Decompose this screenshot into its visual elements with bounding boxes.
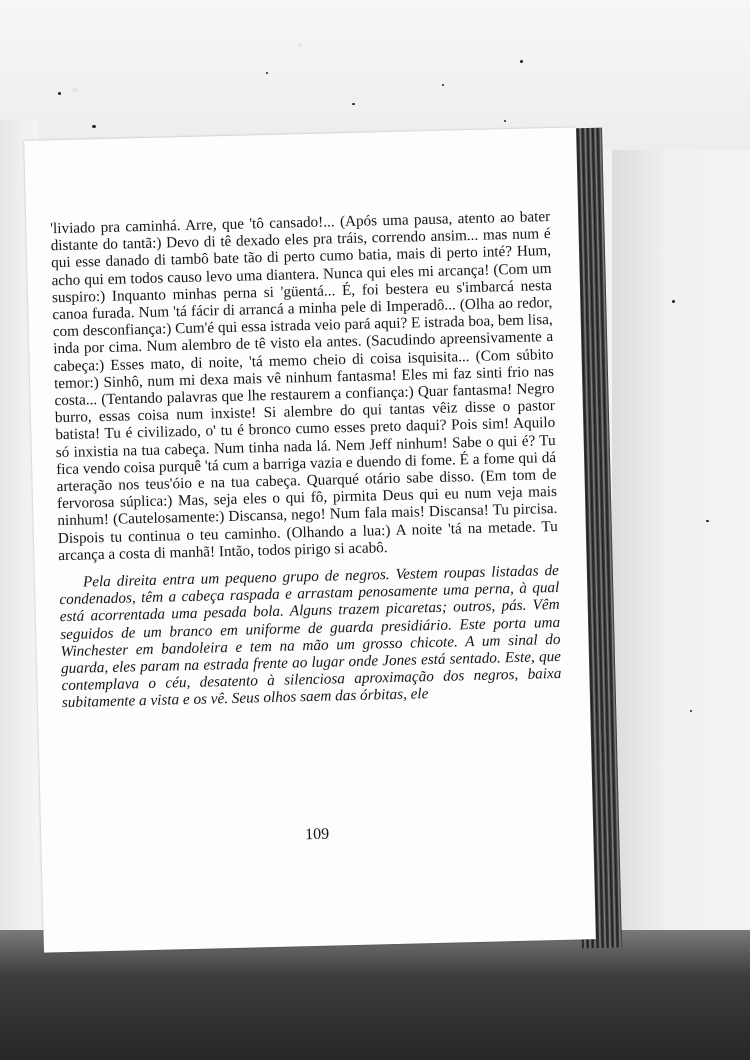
dust-speck bbox=[58, 92, 61, 95]
dust-speck bbox=[352, 103, 355, 105]
dust-speck bbox=[520, 60, 523, 63]
scan-background-top bbox=[0, 0, 750, 150]
dust-speck bbox=[92, 125, 96, 128]
dust-speck bbox=[442, 84, 444, 86]
dust-speck bbox=[690, 710, 692, 712]
body-text bbox=[50, 208, 562, 712]
book-page bbox=[24, 127, 596, 952]
dust-speck bbox=[672, 300, 675, 303]
dust-speck bbox=[266, 72, 268, 74]
page-number: 109 bbox=[304, 825, 330, 844]
right-margin-background bbox=[612, 150, 750, 950]
dust-speck bbox=[504, 120, 506, 122]
dust-speck bbox=[706, 520, 709, 522]
stage-direction-paragraph: Pela direita entra um pequeno grupo de negros. Vestem roupas listadas de condenados, têm a cabeça raspada e arrastam penosamente uma perna, à qual está acorrentada uma pesada bola. Alguns trazem picaretas; outros, pás. Vêm seguidos de um branco em uniforme de guarda presidiário. Este porta uma Winchester em bandoleira e tem na mão um grosso chicote. A um sinal do guarda, eles param na estrada frente ao lugar onde Jones está sentado. Este, que contemplava o céu, desatento à silenciosa aproximação dos negros, baixa subitamente a vista e os vê. Seus olhos saem das órbitas, ele bbox=[59, 561, 562, 712]
dialogue-paragraph: 'liviado pra caminhá. Arre, que 'tô cansado!... (Após uma pausa, atento ao bater distante do tantã:) Devo di tê dexado eles pra tráis, correndo ansim... mas num é qui esse danado di tambô bate tão di perto cumo batia, mais di perto inté? Hum, acho qui em todos causo levo uma diantera. Nunca qui eles mi arcança! (Com um suspiro:) Inquanto minhas perna si 'güentá... É, foi bestera eu s'imbarcá nesta canoa furada. Num 'tá fácir di arrancá a minha pele di Imperadô... (Olha ao redor, com desconfiança:) Cum'é qui essa istrada veio pará aqui? E istrada boa, bem lisa, inda por cima. Num alembro de tê visto ela antes. (Sacudindo apreensivamente a cabeça:) Esses mato, di noite, 'tá memo cheio di coisa isquisita... (Com súbito temor:) Sinhô, num mi dexa mais vê ninhum fantasma! Eles mi faz sinti frio nas costa... (Tentando palavras que lhe restaurem a confiança:) Quar fantasma! Negro burro, essas coisa num inxiste! Si alembre do qui tantas vêiz disse o pastor batista! Tu é civilizado, o' tu é bronco cumo esses preto daqui? Pois sim! Aquilo só inxistia na tua cabeça. Num tinha nada lá. Nem Jeff ninhum! Sabe o qui é? Tu fica vendo coisa purquê 'tá cum a barriga vazia e duendo di fome. É a fome qui dá arteração nos teus'óio e na tua cabeça. Quarqué otário sabe disso. (Em tom de fervorosa súplica:) Mas, seja eles o qui fô, pirmita Deus qui eu num veja mais ninhum! (Cautelosamente:) Discansa, nego! Num fala mais! Discansa! Tu pircisa. Dispois tu continua o teu caminho. (Olhando a lua:) A noite 'tá na metade. Tu arcança a costa di manhã! Intão, todos pirigo si acabô. bbox=[50, 208, 558, 565]
